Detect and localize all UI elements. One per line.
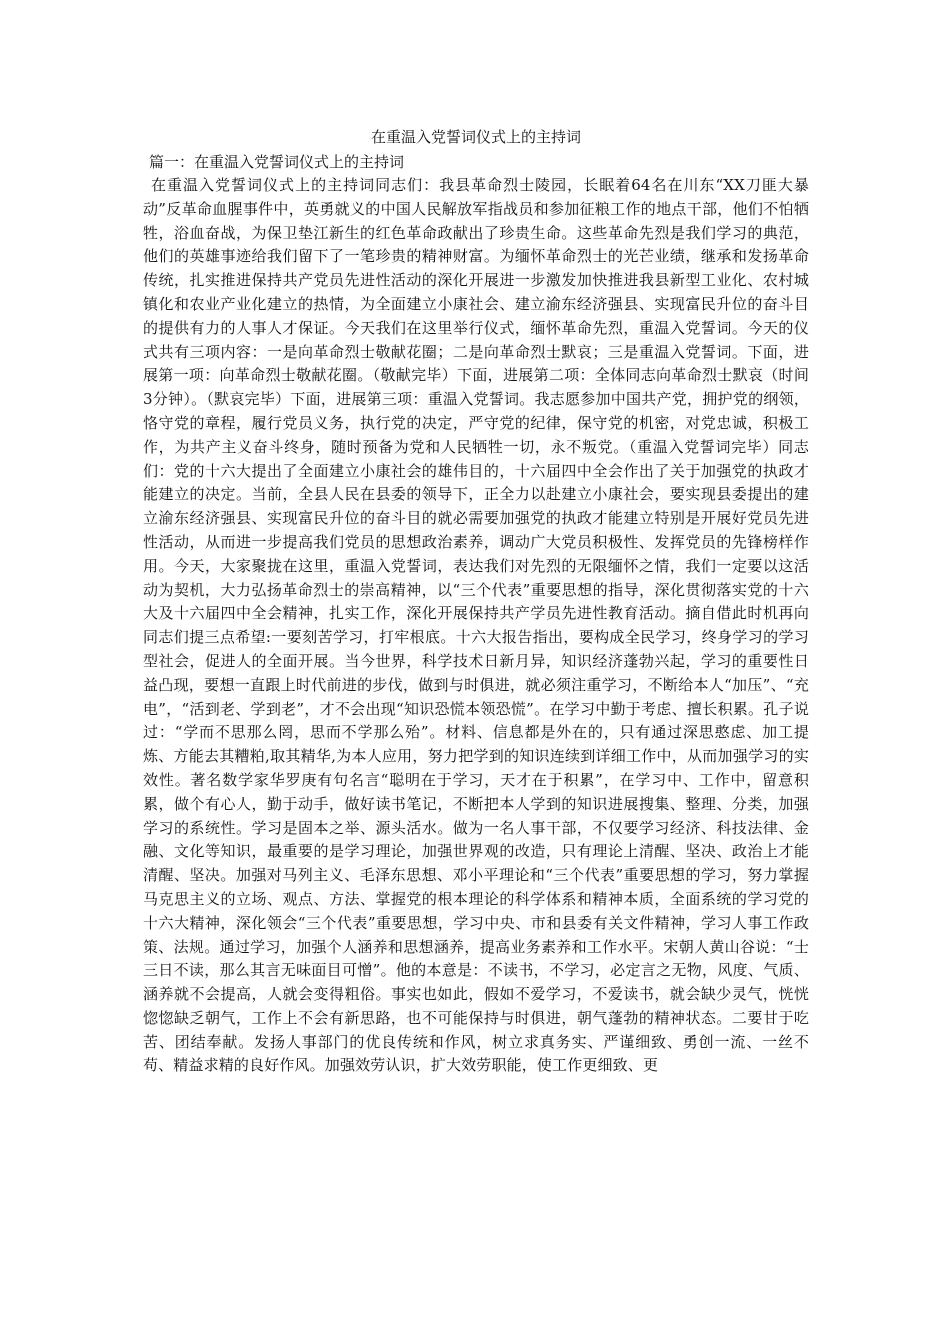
document-page — [143, 125, 809, 1078]
document-title: 在重温入党誓词仪式上的主持词 — [370, 128, 581, 146]
body-paragraph: 在重温入党誓词仪式上的主持词同志们：我县革命烈士陵园，长眠着64名在川东“XX刀匪大暴动”反革命血腥事件中，英勇就义的中国人民解放军指战员和参加征粮工作的地点干部，他们不怕牺牲，浴血奋战，为保卫垫江新生的红色革命政献出了珍贵生命。这些革命先烈是我们学习的典范，他们的英雄事迹给我们留下了一笔珍贵的精神财富。为缅怀革命烈士的光芒业绩，继承和发扬革命传统，扎实推进保持共产党员先进性活动的深化开展进一步激发加快推进我县新型工业化、农村城镇化和农业产业化建立的热情，为全面建立小康社会、建立渝东经济强县、实现富民升位的奋斗目的提供有力的人事人才保证。今天我们在这里举行仪式，缅怀革命先烈，重温入党誓词。今天的仪式共有三项内容：一是向革命烈士敬献花圈；二是向革命烈士默哀；三是重温入党誓词。下面，进展第一项：向革命烈士敬献花圈。（敬献完毕）下面，进展第二项：全体同志向革命烈士默哀（时间3分钟）。（默哀完毕）下面，进展第三项：重温入党誓词。我志愿参加中国共产党，拥护党的纲领，恪守党的章程，履行党员义务，执行党的决定，严守党的纪律，保守党的机密，对党忠诚，积极工作，为共产主义奋斗终身，随时预备为党和人民牺牲一切，永不叛党。（重温入党誓词完毕）同志们：党的十六大提出了全面建立小康社会的雄伟目的，十六届四中全会作出了关于加强党的执政才能建立的决定。当前，全县人民在县委的领导下，正全力以赴建立小康社会，要实现县委提出的建立渝东经济强县、实现富民升位的奋斗目的就必需要加强党的执政才能建立特别是开展好党员先进性活动，从而进一步提高我们党员的思想政治素养，调动广大党员积极性、发挥党员的先锋榜样作用。今天，大家聚拢在这里，重温入党誓词，表达我们对先烈的无限缅怀之情，我们一定要以这活动为契机，大力弘扬革命烈士的崇高精神，以“三个代表”重要思想的指导，深化贯彻落实党的十六大及十六届四中全会精神，扎实工作，深化开展保持共产学员先进性教育活动。摘自借此时机再向同志们提三点希望:一要刻苦学习，打牢根底。十六大报告指出，要构成全民学习，终身学习的学习型社会，促进人的全面开展。当今世界，科学技术日新月异，知识经济蓬勃兴起，学习的重要性日益凸现，要想一直跟上时代前进的步伐，做到与时俱进，就必须注重学习，不断给本人“加压”、“充电”，“活到老、学到老”，才不会出现“知识恐慌本领恐慌”。在学习中勤于考虑、擅长积累。孔子说过：“学而不思那么罔，思而不学那么殆”。材料、信息都是外在的，只有通过深思憨虑、加工提炼、方能去其糟粕,取其精华,为本人应用，努力把学到的知识连续到详细工作中，从而加强学习的实效性。著名数学家华罗庚有句名言“聪明在于学习，天才在于积累”，在学习中、工作中，留意积累，做个有心人，勤于动手，做好读书笔记，不断把本人学到的知识进展搜集、整理、分类，加强学习的系统性。学习是固本之举、源头活水。做为一名人事干部，不仅要学习经济、科技法律、金融、文化等知识，最重要的是学习理论，加强世界观的改造，只有理论上清醒、坚决、政治上才能清醒、坚决。加强对马列主义、毛泽东思想、邓小平理论和“三个代表”重要思想的学习，努力掌握马克思主义的立场、观点、方法、掌握党的根本理论的科学体系和精神本质，全面系统的学习党的十六大精神，深化领会“三个代表”重要思想，学习中央、市和县委有关文件精神，学习人事工作政策、法规。通过学习，加强个人涵养和思想涵养，提高业务素养和工作水平。宋朝人黄山谷说：“士三日不读，那么其言无味面目可憎”。他的本意是：不读书，不学习，必定言之无物，风度、气质、涵养就不会提高，人就会变得粗俗。事实也如此，假如不爱学习，不爱读书，就会缺少灵气，恍恍惚惚缺乏朝气，工作上不会有新思路，也不可能保持与时俱进，朝气蓬勃的精神状态。二要甘于吃苦、团结奉献。发扬人事部门的优良传统和作风，树立求真务实、严谨细致、勇创一流、一丝不苟、精益求精的良好作风。加强效劳认识，扩大效劳职能，使工作更细致、更 — [143, 176, 809, 1075]
section-heading: 篇一：在重温入党誓词仪式上的主持词 — [149, 153, 405, 171]
